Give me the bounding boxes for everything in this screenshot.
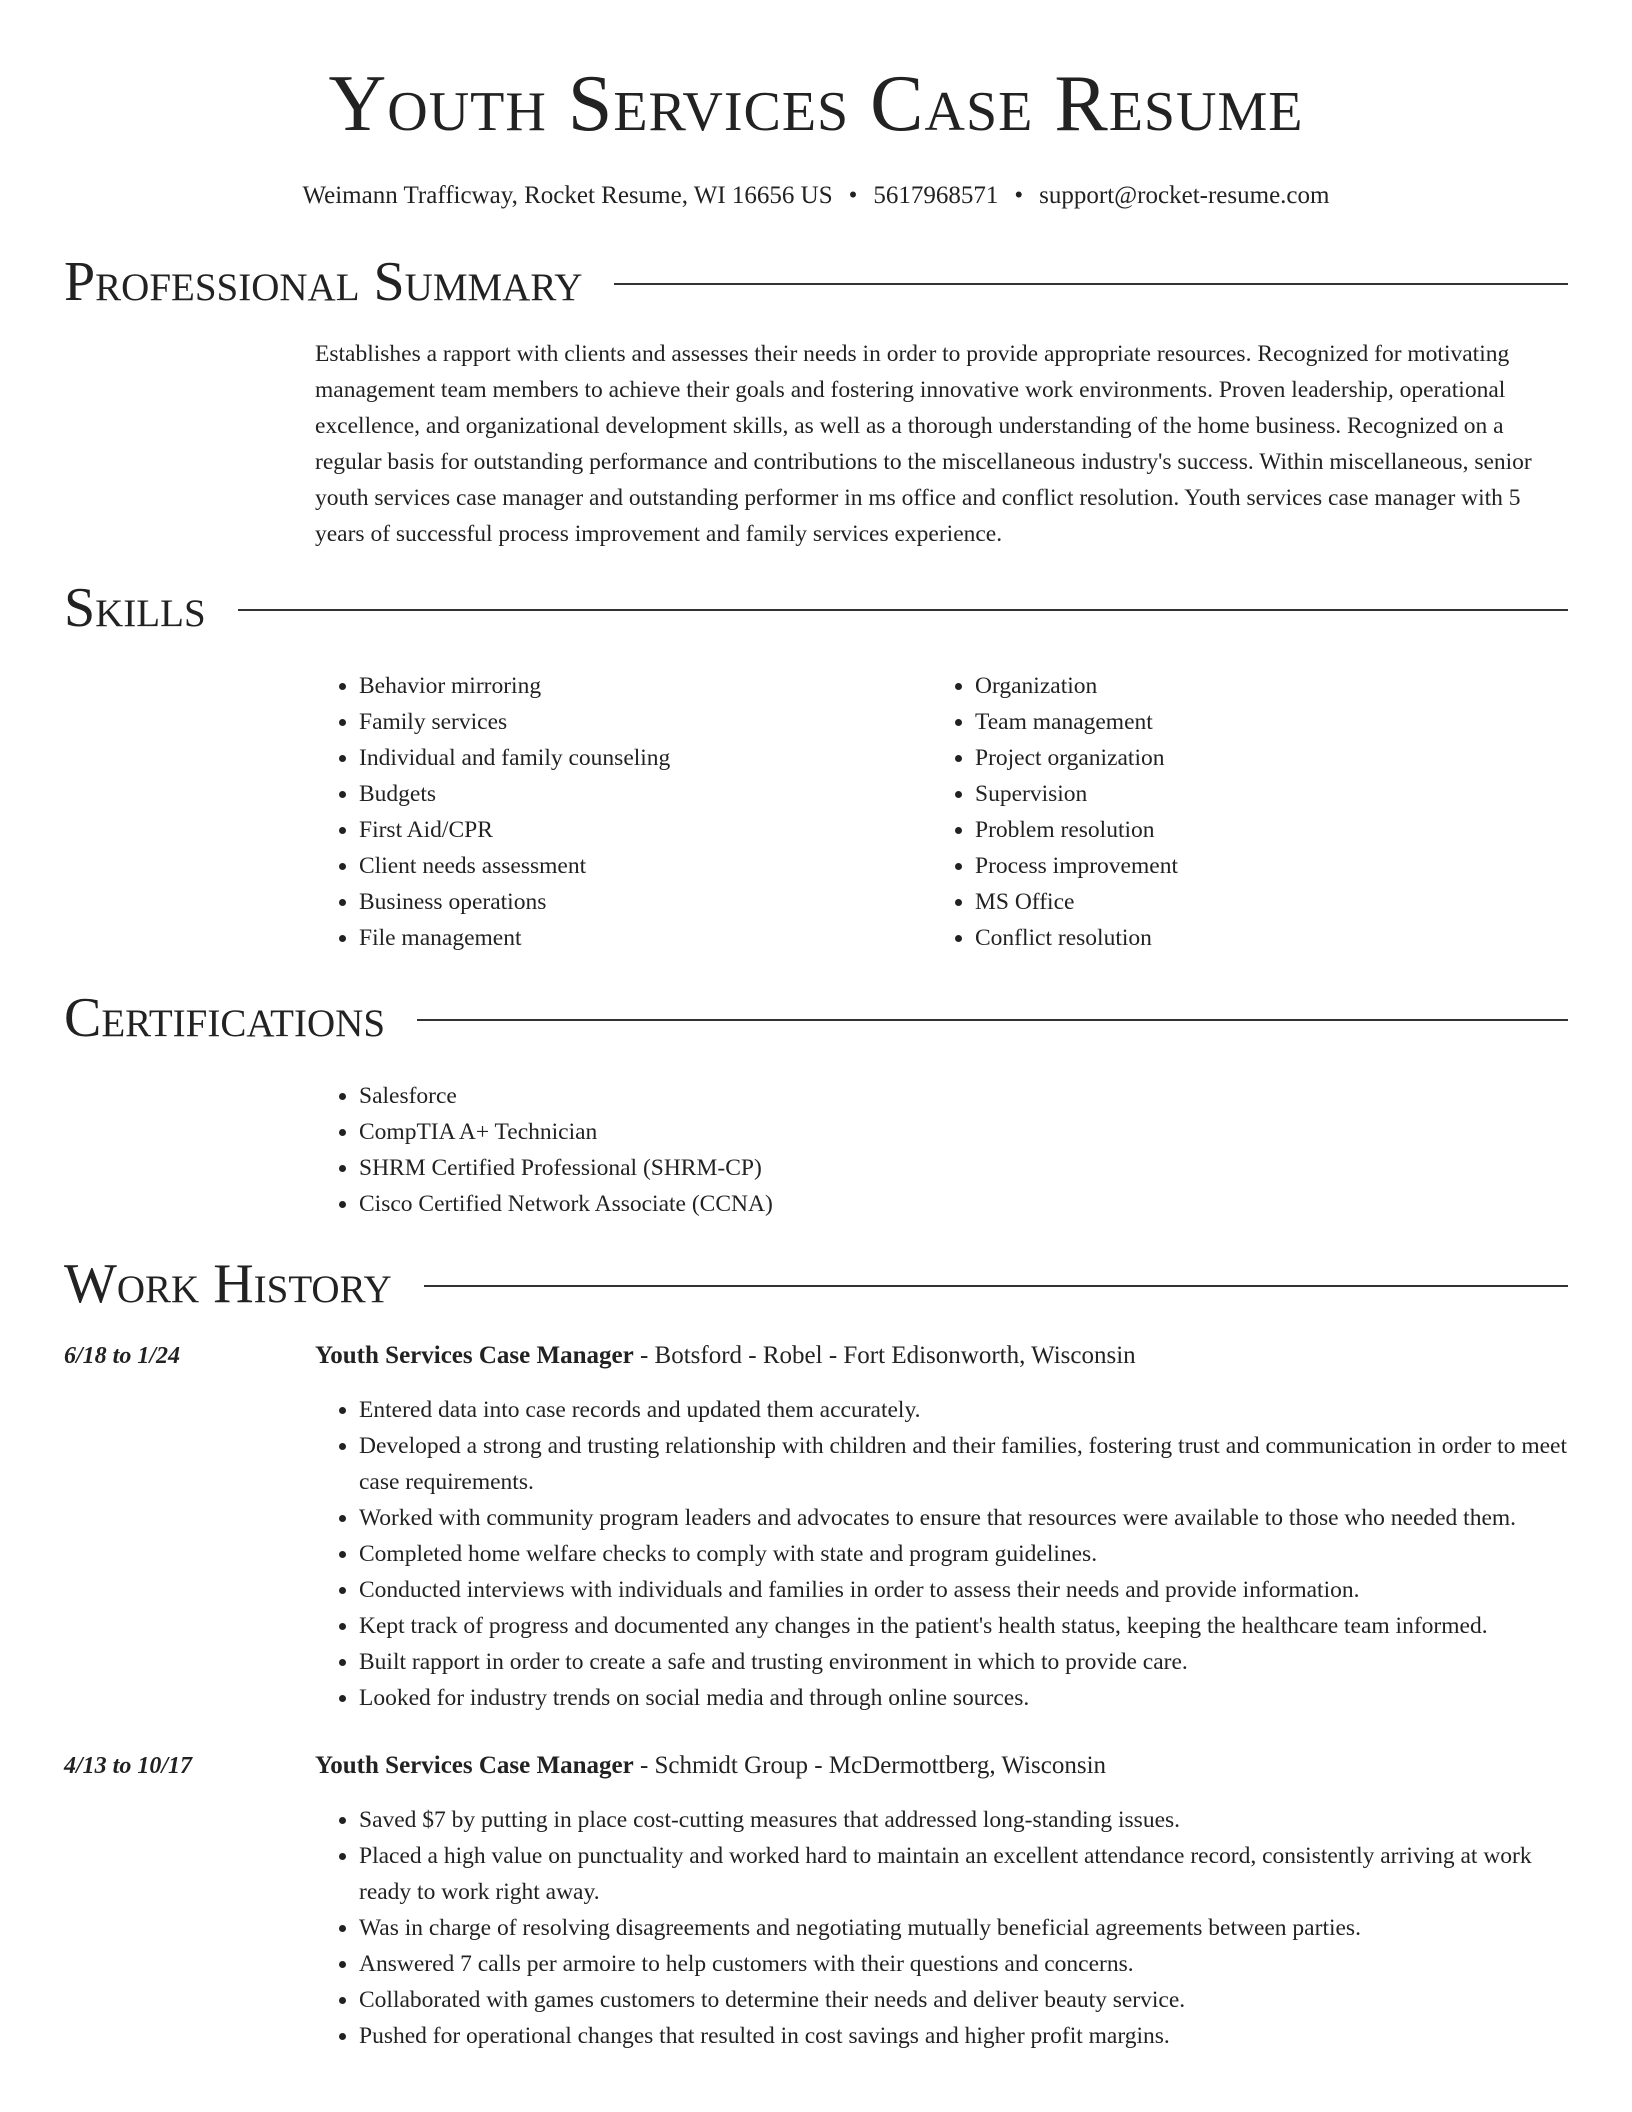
job-bullet: • Entered data into case records and updated them accurately. [359, 1392, 1570, 1428]
job-dates: 6/18 to 1/24 [64, 1343, 181, 1369]
contact-email: support@rocket-resume.com [1039, 182, 1330, 209]
section-title: Work History [64, 1253, 392, 1315]
job-bullet: • Looked for industry trends on social media and through online sources. [359, 1680, 1570, 1716]
job-employer: - Botsford - Robel - Fort Edisonworth, Wisconsin [633, 1342, 1136, 1369]
certifications-section [0, 986, 1632, 1222]
job-role: Youth Services Case Manager [315, 1752, 634, 1779]
skills-section [0, 576, 1632, 956]
skill-item: • Organization [975, 668, 1547, 704]
skill-item: • Project organization [975, 740, 1547, 776]
certification-item: • CompTIA A+ Technician [359, 1114, 1570, 1150]
section-divider [424, 1285, 1568, 1287]
skills-list-left [315, 668, 931, 956]
skill-item: • Behavior mirroring [359, 668, 931, 704]
section-title: Professional Summary [64, 251, 583, 313]
job-bullet: • Built rapport in order to create a safe and trusting environment in which to provide care. [359, 1644, 1570, 1680]
skills-list-right [931, 668, 1547, 956]
job-bullet: • Placed a high value on punctuality and worked hard to maintain an excellent attendance record, consistently arriving at work ready to work right away. [359, 1838, 1570, 1910]
job-role: Youth Services Case Manager [315, 1342, 634, 1369]
job-heading [315, 1748, 1632, 1784]
section-title: Skills [64, 577, 206, 639]
section-divider [238, 609, 1568, 611]
certification-item: • SHRM Certified Professional (SHRM-CP) [359, 1150, 1570, 1186]
contact-phone: 5617968571 [873, 182, 999, 209]
job-bullet: • Conducted interviews with individuals and families in order to assess their needs and provide information. [359, 1572, 1570, 1608]
skill-item: • MS Office [975, 884, 1547, 920]
skill-item: • Family services [359, 704, 931, 740]
skills-grid [315, 668, 1570, 956]
section-divider [417, 1019, 1568, 1021]
skill-item: • Supervision [975, 776, 1547, 812]
certification-item: • Salesforce [359, 1078, 1570, 1114]
certification-item: • Cisco Certified Network Associate (CCNA) [359, 1186, 1570, 1222]
job-bullet: • Was in charge of resolving disagreements and negotiating mutually beneficial agreements between parties. [359, 1910, 1570, 1946]
summary-section [0, 250, 1632, 552]
resume-title: Youth Services Case Resume [328, 60, 1304, 148]
skill-item: • First Aid/CPR [359, 812, 931, 848]
job-heading [315, 1338, 1632, 1374]
contact-address: Weimann Trafficway, Rocket Resume, WI 16656 US [302, 182, 833, 209]
skill-item: • File management [359, 920, 931, 956]
skill-item: • Individual and family counseling [359, 740, 931, 776]
job-bullet: • Saved $7 by putting in place cost-cutting measures that addressed long-standing issues. [359, 1802, 1570, 1838]
job-bullet: • Worked with community program leaders and advocates to ensure that resources were available to those who needed them. [359, 1500, 1570, 1536]
job-bullet: • Kept track of progress and documented any changes in the patient's health status, keeping the healthcare team informed. [359, 1608, 1570, 1644]
job-bullet: • Collaborated with games customers to determine their needs and deliver beauty service. [359, 1982, 1570, 2018]
section-title: Certifications [64, 987, 386, 1049]
skill-item: • Budgets [359, 776, 931, 812]
summary-text: Establishes a rapport with clients and assesses their needs in order to provide appropriate resources. Recognized for motivating management team members to achieve their goals and fostering innovative work environments. Proven leadership, operational excellence, and organizational development skills, as well as a thorough understanding of the home business. Recognized on a regular basis for outstanding performance and contributions to the miscellaneous industry's success. Within miscellaneous, senior youth services case manager and outstanding performer in ms office and conflict resolution. Youth services case manager with 5 years of successful process improvement and family services experience. [315, 341, 1532, 547]
skill-item: • Conflict resolution [975, 920, 1547, 956]
skill-item: • Business operations [359, 884, 931, 920]
job-employer: - Schmidt Group - McDermottberg, Wisconsin [633, 1752, 1107, 1779]
job-bullets [315, 1392, 1570, 1716]
job-dates: 4/13 to 10/17 [64, 1753, 193, 1779]
job-entry [0, 1338, 1632, 1716]
skill-item: • Problem resolution [975, 812, 1547, 848]
contact-line [0, 180, 1632, 212]
job-bullets [315, 1802, 1570, 2054]
section-header [64, 576, 1568, 640]
section-header [64, 1252, 1568, 1316]
section-divider [614, 283, 1568, 285]
work-history-section [0, 1252, 1632, 2054]
contact-separator: • [1014, 182, 1024, 209]
section-header [64, 986, 1568, 1050]
section-header [64, 250, 1568, 314]
contact-separator: • [848, 182, 858, 209]
skill-item: • Process improvement [975, 848, 1547, 884]
skill-item: • Client needs assessment [359, 848, 931, 884]
job-bullet: • Developed a strong and trusting relationship with children and their families, fostering trust and communication in order to meet case requirements. [359, 1428, 1570, 1500]
skill-item: • Team management [975, 704, 1547, 740]
certifications-list [315, 1078, 1570, 1222]
job-entry [0, 1748, 1632, 2054]
job-bullet: • Completed home welfare checks to comply with state and program guidelines. [359, 1536, 1570, 1572]
job-bullet: • Pushed for operational changes that resulted in cost savings and higher profit margins. [359, 2018, 1570, 2054]
job-bullet: • Answered 7 calls per armoire to help customers with their questions and concerns. [359, 1946, 1570, 1982]
